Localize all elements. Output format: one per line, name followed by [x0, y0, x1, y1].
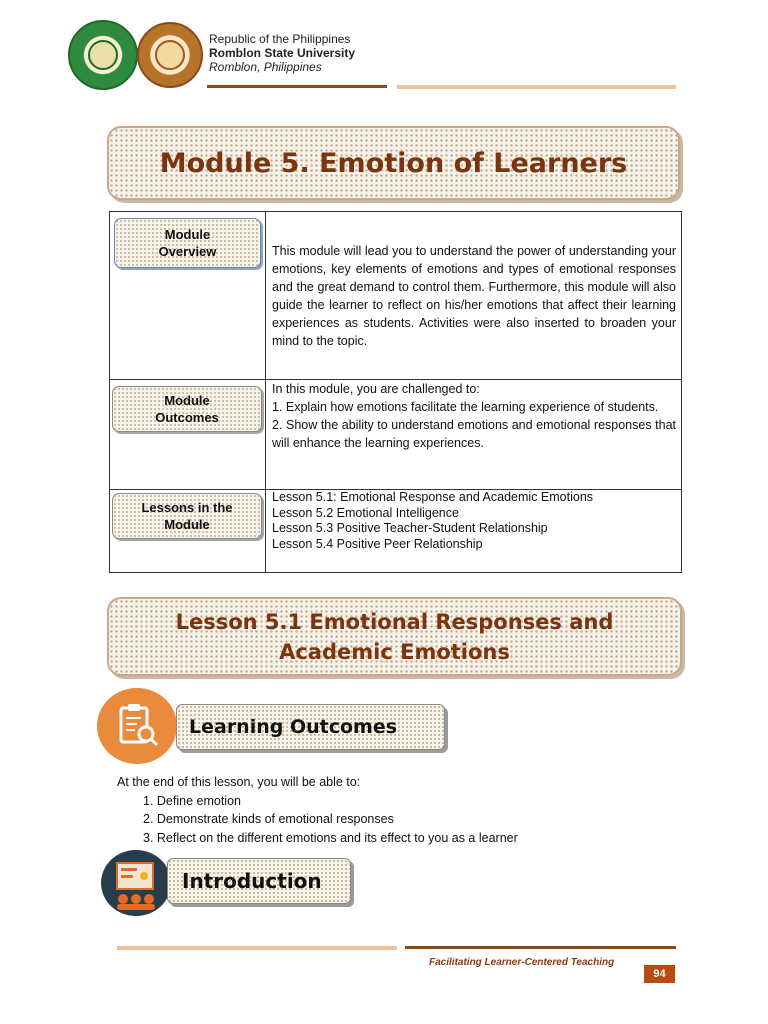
- lesson-title-banner: [107, 597, 682, 676]
- lesson-item: Lesson 5.2 Emotional Intelligence: [272, 505, 459, 520]
- list-item: 3. Reflect on the different emotions and its effect to you as a learner: [143, 830, 518, 845]
- table-row: [110, 212, 682, 380]
- outcomes-intro: In this module, you are challenged to:: [272, 382, 480, 396]
- college-seal-icon: [137, 22, 203, 88]
- list-item: 2. Demonstrate kinds of emotional responses: [143, 812, 394, 826]
- tag-line: Module: [164, 393, 210, 408]
- lesson-item: Lesson 5.3 Positive Teacher-Student Relationship: [272, 521, 548, 535]
- module-overview-tag: [114, 218, 261, 268]
- module-title: Module 5. Emotion of Learners: [159, 147, 628, 179]
- overview-text-cell: [266, 212, 682, 380]
- table-row: [110, 380, 682, 490]
- header-rule-dark: [207, 85, 387, 88]
- presentation-board-icon: [101, 850, 171, 916]
- lessons-label-cell: [110, 490, 266, 573]
- module-outcomes-tag: [112, 386, 262, 432]
- introduction-heading: [167, 858, 351, 904]
- tag-line: Overview: [158, 244, 217, 259]
- tag-line: Outcomes: [155, 410, 219, 425]
- university-seal-icon: [68, 20, 138, 90]
- footer-course: Facilitating Learner-Centered Teaching: [429, 957, 615, 968]
- outcomes-label-cell: [110, 380, 266, 490]
- learning-outcomes-title: Learning Outcomes: [189, 716, 398, 738]
- header-university: Romblon State University: [209, 46, 356, 60]
- introduction-title: Introduction: [182, 869, 322, 893]
- clipboard-search-icon: [97, 688, 177, 764]
- module-title-banner: [107, 126, 680, 200]
- page-number: 94: [644, 965, 675, 983]
- lesson-title-line: Academic Emotions: [279, 639, 510, 664]
- overview-text: This module will lead you to understand the power of understanding your emotions, key elements of emotions and types of emotional responses and the great demand to control them. Furthermore, this module will also guide the learner to reflect on his/her emotions that affect their learning experiences as students. Activities were also inserted to broaden your mind to the topic.: [272, 243, 676, 348]
- lesson-item: Lesson 5.4 Positive Peer Relationship: [272, 536, 483, 551]
- university-header: [209, 32, 355, 74]
- tag-line: Lessons in the: [141, 500, 233, 515]
- header-republic: Republic of the Philippines: [209, 32, 351, 46]
- tag-line: Module: [164, 227, 211, 242]
- learning-outcomes-list: [117, 773, 518, 847]
- footer-rule-dark: [405, 946, 676, 949]
- lessons-tag: [112, 493, 262, 539]
- overview-label-cell: [110, 212, 266, 380]
- lessons-text-cell: [266, 490, 682, 573]
- list-item: 1. Define emotion: [143, 793, 241, 808]
- learning-outcomes-heading: [176, 704, 445, 750]
- footer-rule-light: [117, 946, 397, 950]
- lesson-title-line: Lesson 5.1 Emotional Responses and: [175, 609, 614, 634]
- module-table: [109, 211, 682, 573]
- outcomes-item: 1. Explain how emotions facilitate the learning experience of students.: [272, 400, 659, 414]
- lesson-item: Lesson 5.1: Emotional Response and Academic Emotions: [272, 490, 594, 504]
- learning-outcomes-intro: At the end of this lesson, you will be able to:: [117, 775, 361, 789]
- header-location: Romblon, Philippines: [209, 60, 322, 74]
- header-rule-light: [397, 85, 676, 89]
- outcomes-text-cell: [266, 380, 682, 490]
- table-row: [110, 490, 682, 573]
- tag-line: Module: [164, 517, 210, 532]
- outcomes-item: 2. Show the ability to understand emotions and emotional responses that will enhance the learning experiences.: [272, 418, 676, 450]
